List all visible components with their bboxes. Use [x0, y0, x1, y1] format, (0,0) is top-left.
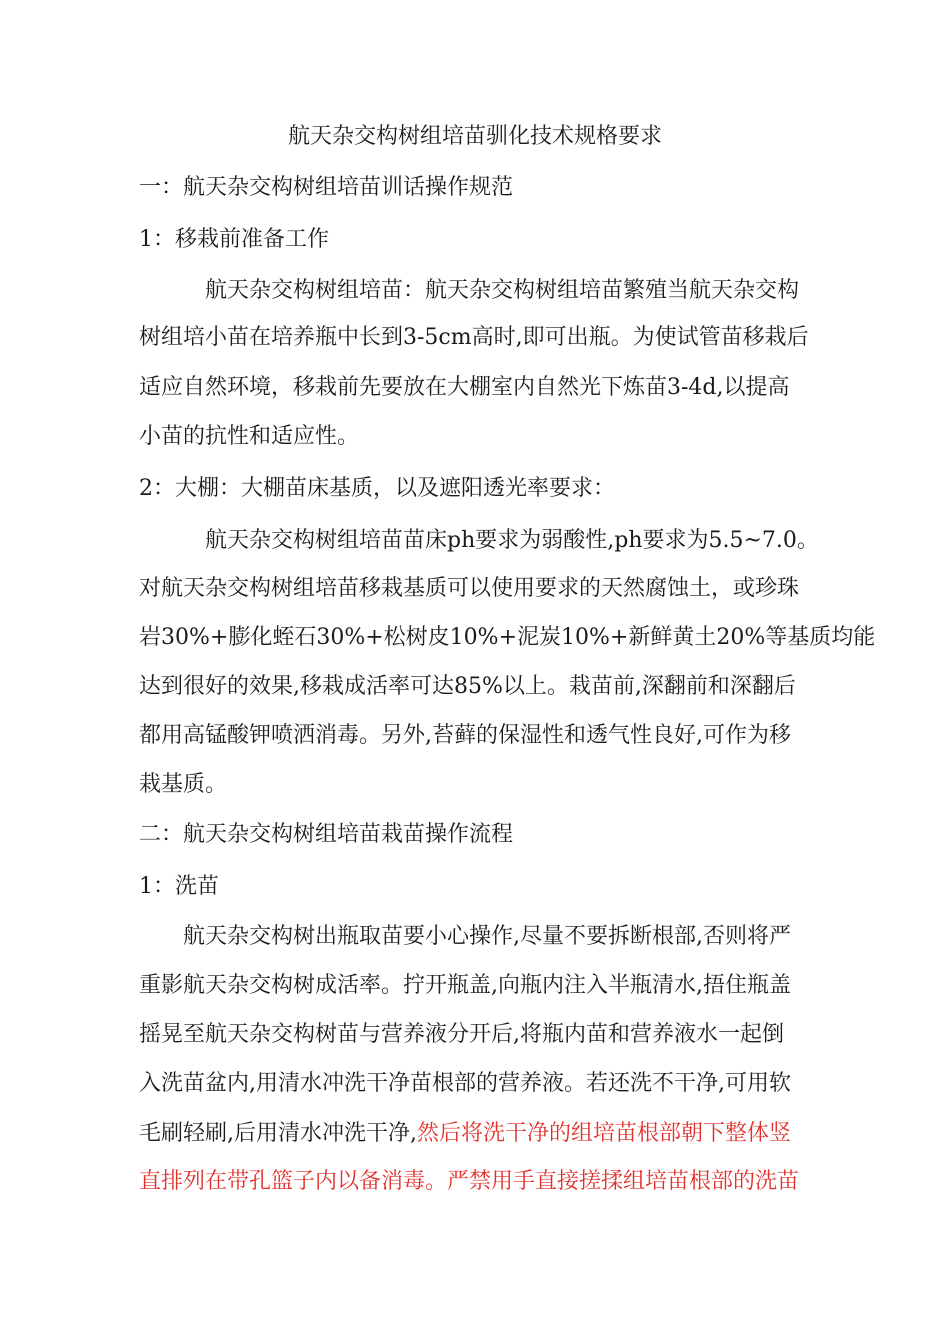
subsection-heading-1-1: 1：移栽前准备工作 [139, 227, 329, 252]
paragraph-line: 栽基质。 [139, 772, 228, 797]
paragraph-line: 都用高锰酸钾喷洒消毒。另外,苔藓的保湿性和透气性良好,可作为移 [139, 723, 791, 748]
subsection-heading-1-2: 2：大棚：大棚苗床基质，以及遮阳透光率要求： [139, 476, 615, 501]
paragraph-line: 航天杂交构树组培苗苗床ph要求为弱酸性,ph要求为5.5~7.0。 [205, 528, 819, 553]
paragraph-line-mixed [139, 1119, 791, 1149]
highlighted-text: 然后将洗干净的组培苗根部朝下整体竖 [417, 1121, 792, 1146]
paragraph-line: 航天杂交构树组培苗：航天杂交构树组培苗繁殖当航天杂交构 [205, 278, 800, 303]
paragraph-line: 航天杂交构树出瓶取苗要小心操作,尽量不要拆断根部,否则将严 [183, 924, 791, 949]
paragraph-text: 毛刷轻刷,后用清水冲洗干净, [139, 1121, 417, 1146]
subsection-heading-2-1: 1：洗苗 [139, 874, 219, 899]
paragraph-line: 对航天杂交构树组培苗移栽基质可以使用要求的天然腐蚀土，或珍珠 [139, 576, 800, 601]
paragraph-line: 重影航天杂交构树成活率。拧开瓶盖,向瓶内注入半瓶清水,捂住瓶盖 [139, 973, 791, 998]
paragraph-line: 摇晃至航天杂交构树苗与营养液分开后,将瓶内苗和营养液水一起倒 [139, 1022, 784, 1047]
paragraph-line: 岩30%+膨化蛭石30%+松树皮10%+泥炭10%+新鲜黄土20%等基质均能 [139, 625, 876, 650]
paragraph-line: 适应自然环境，移栽前先要放在大棚室内自然光下炼苗3-4d,以提高 [139, 375, 790, 400]
section-heading-2: 二：航天杂交构树组培苗栽苗操作流程 [139, 822, 514, 847]
document-title: 航天杂交构树组培苗驯化技术规格要求 [287, 124, 662, 149]
section-heading-1: 一：航天杂交构树组培苗训话操作规范 [139, 175, 514, 200]
paragraph-line: 树组培小苗在培养瓶中长到3-5cm高时,即可出瓶。为使试管苗移栽后 [139, 325, 809, 350]
paragraph-line: 达到很好的效果,移栽成活率可达85%以上。栽苗前,深翻前和深翻后 [139, 674, 796, 699]
paragraph-line: 小苗的抗性和适应性。 [139, 424, 360, 449]
paragraph-line: 入洗苗盆内,用清水冲洗干净苗根部的营养液。若还洗不干净,可用软 [139, 1071, 791, 1096]
highlighted-paragraph-line: 直排列在带孔篮子内以备消毒。严禁用手直接搓揉组培苗根部的洗苗 [139, 1169, 800, 1194]
